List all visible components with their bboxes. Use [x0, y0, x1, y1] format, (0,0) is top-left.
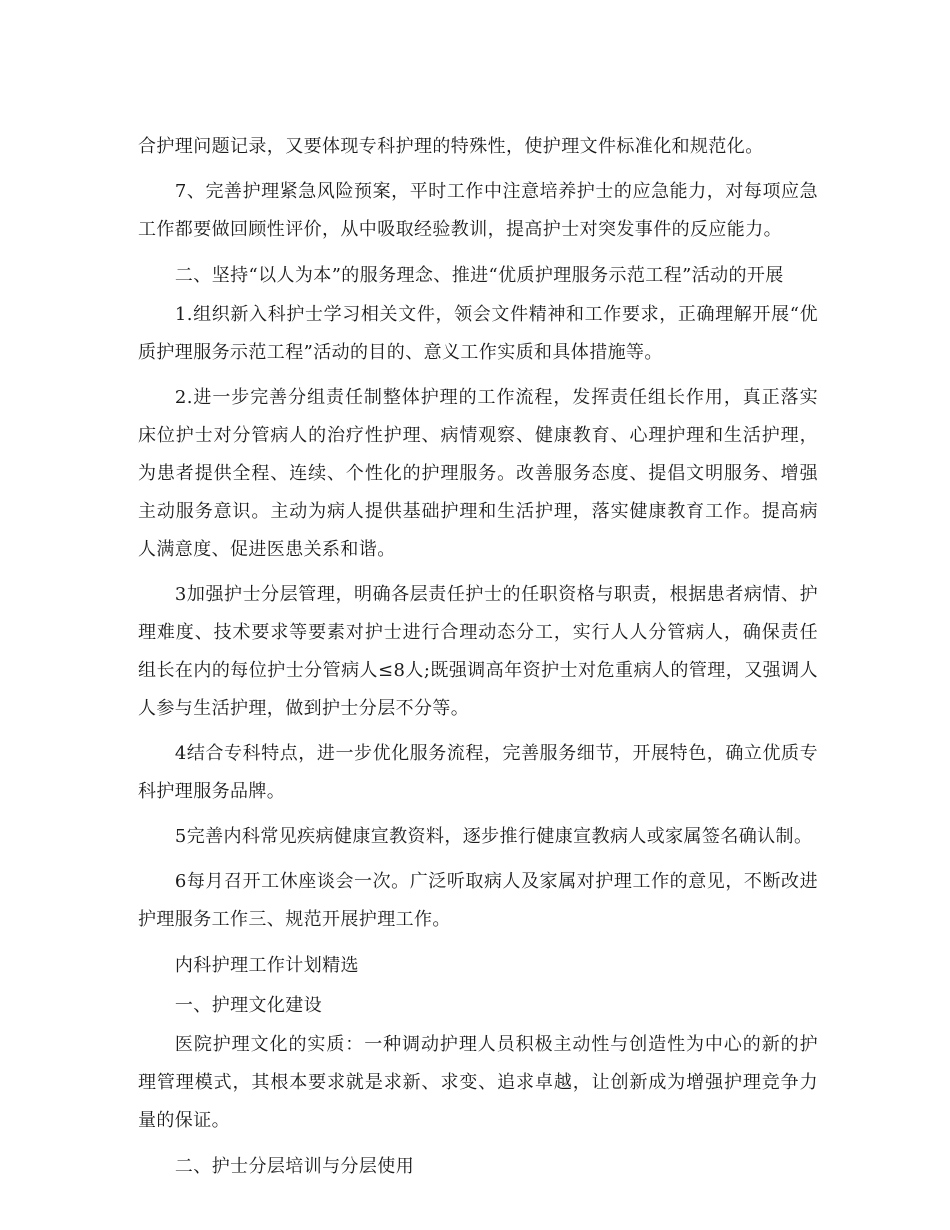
paragraph-item-7: 7、完善护理紧急风险预案，平时工作中注意培养护士的应急能力，对每项应急工作都要做回顾性评价，从中吸取经验教训，提高护士对突发事件的反应能力。	[138, 181, 818, 240]
paragraph-item-4: 4结合专科特点，进一步优化服务流程，完善服务细节，开展特色，确立优质专科护理服务品牌。	[138, 743, 818, 802]
paragraph-item-2: 2.进一步完善分组责任制整体护理的工作流程，发挥责任组长作用，真正落实床位护士对分管病人的治疗性护理、病情观察、健康教育、心理护理和生活护理，为患者提供全程、连续、个性化的护理服务。改善服务态度、提倡文明服务、增强主动服务意识。主动为病人提供基础护理和生活护理，落实健康教育工作。提高病人满意度、促进医患关系和谐。	[138, 387, 818, 560]
paragraph-item-5: 5完善内科常见疾病健康宣教资料，逐步推行健康宣教病人或家属签名确认制。	[174, 826, 813, 847]
continuation-paragraph: 合护理问题记录，又要体现专科护理的特殊性，使护理文件标准化和规范化。	[138, 136, 764, 157]
section-heading-2: 二、坚持“以人为本”的服务理念、推进“优质护理服务示范工程”活动的开展	[174, 265, 784, 286]
culture-paragraph: 医院护理文化的实质：一种调动护理人员积极主动性与创造性为中心的新的护理管理模式，其根本要求就是求新、求变、追求卓越，让创新成为增强护理竞争力量的保证。	[138, 1034, 818, 1131]
document-body	[138, 128, 818, 1187]
document-subtitle: 内科护理工作计划精选	[174, 955, 359, 976]
section-heading-training: 二、护士分层培训与分层使用	[174, 1156, 415, 1177]
section-heading-culture: 一、护理文化建设	[174, 995, 323, 1016]
paragraph-item-1: 1.组织新入科护士学习相关文件，领会文件精神和工作要求，正确理解开展“优质护理服务示范工程”活动的目的、意义工作实质和具体措施等。	[138, 304, 818, 363]
paragraph-item-6: 6每月召开工休座谈会一次。广泛听取病人及家属对护理工作的意见，不断改进护理服务工作三、规范开展护理工作。	[138, 871, 818, 930]
paragraph-item-3: 3加强护士分层管理，明确各层责任护士的任职资格与职责，根据患者病情、护理难度、技术要求等要素对护士进行合理动态分工，实行人人分管病人，确保责任组长在内的每位护士分管病人≤8人;既强调高年资护士对危重病人的管理，又强调人人参与生活护理，做到护士分层不分等。	[138, 584, 818, 719]
